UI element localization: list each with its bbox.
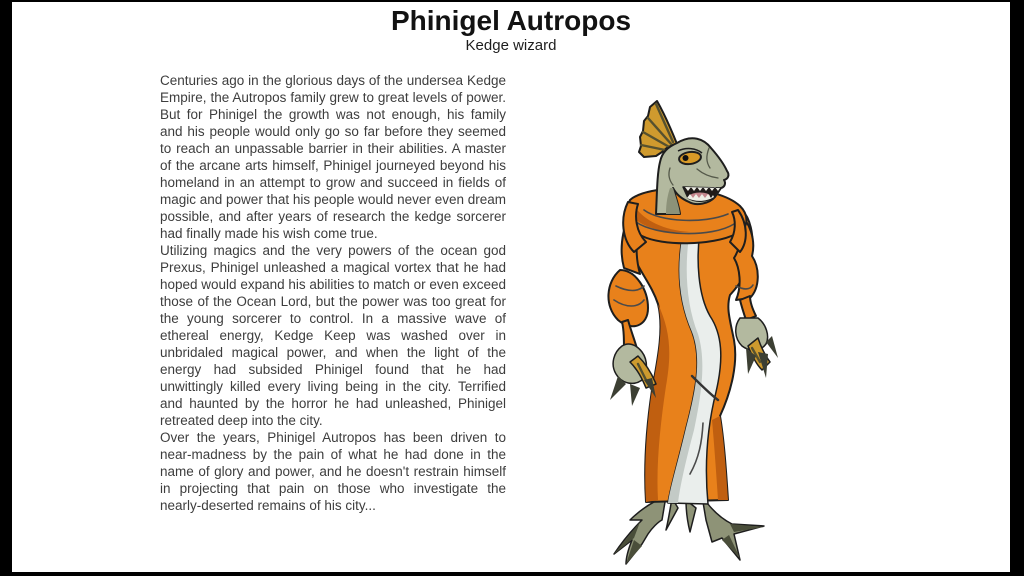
lore-text	[160, 72, 506, 514]
lore-paragraph-3: Over the years, Phinigel Autropos has been driven to near-madness by the pain of what he had done in the name of glory and power, and he doesn't restrain himself in projecting that pain on those who investigate the nearly-deserted remains of his city...	[160, 430, 506, 513]
letterbox-right	[1010, 0, 1024, 576]
wizard-right-claw	[736, 318, 778, 378]
page-title: Phinigel Autropos	[390, 5, 632, 36]
page-subtitle: Kedge wizard	[465, 37, 557, 54]
letterbox-top	[0, 0, 1024, 2]
letterbox-bottom	[0, 572, 1024, 576]
kedge-wizard-svg	[600, 90, 820, 570]
lore-paragraph-2: Utilizing magics and the very powers of the ocean god Prexus, Phinigel unleashed a magical vortex that he had hoped would expand his abilities to match or even exceed those of the Ocean Lord, but the power was too great for the young sorcerer to control. In a massive wave of ethereal energy, Kedge Keep was washed over in unbridaled magical power, and when the light of the energy had subsided Phinigel found that he had unwittingly killed every living being in the city. Terrified and haunted by the horror he had unleashed, Phinigel retreated deep into the city.	[160, 243, 506, 428]
kedge-wizard-illustration	[600, 90, 820, 570]
wizard-left-claw	[610, 344, 656, 406]
wizard-feet	[614, 496, 764, 564]
document-page	[12, 2, 1010, 572]
page-header	[12, 6, 1010, 54]
lore-paragraph-1: Centuries ago in the glorious days of the undersea Kedge Empire, the Autropos family grew to great levels of power. But for Phinigel the growth was not enough, his family and his people would only go so far before they seemed to reach an unpassable barrier in their abilities. A master of the arcane arts himself, Phinigel journeyed beyond his homeland in an attempt to grow and succeed in fields of magic and power that his people would never even dream possible, and after years of research the kedge sorcerer had finally made his wish come true.	[160, 73, 506, 241]
letterbox-left	[0, 0, 12, 576]
